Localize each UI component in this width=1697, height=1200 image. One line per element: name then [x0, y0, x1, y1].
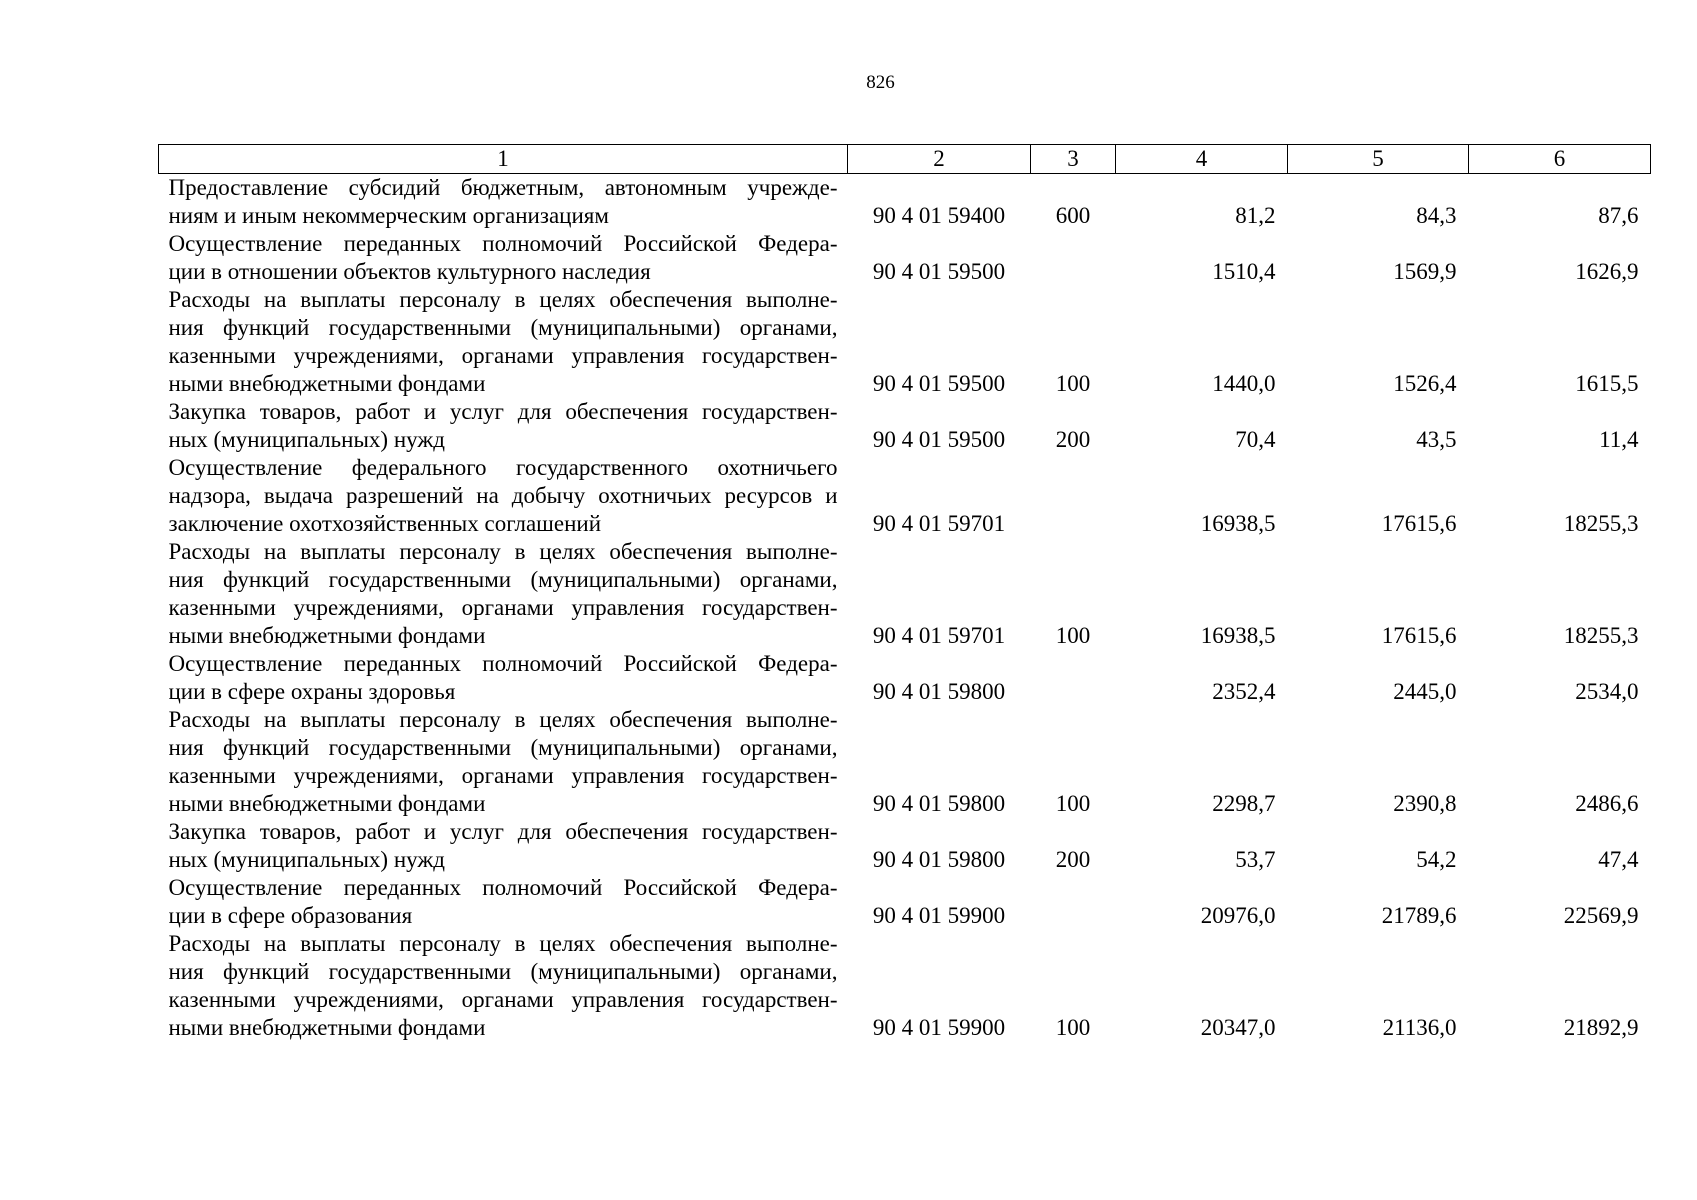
expense-type-code: 100: [1055, 371, 1091, 396]
value-column-6: 87,6: [1598, 203, 1639, 228]
expense-type-code: 600: [1055, 203, 1091, 228]
target-article-code: 90 4 01 59800: [872, 791, 1006, 816]
target-article-code: 90 4 01 59701: [872, 511, 1006, 536]
value-column-5: 17615,6: [1381, 511, 1457, 536]
value-column-4: 16938,5: [1200, 623, 1276, 648]
table-row: [159, 174, 1651, 231]
value-column-6: 11,4: [1599, 427, 1639, 452]
description-line: Закупка товаров, работ и услуг для обеспечения государствен-: [168, 819, 838, 844]
value-column-5: 84,3: [1416, 203, 1457, 228]
row-description: [159, 398, 848, 454]
description-line: ния функций государственными (муниципальными) органами,: [168, 315, 838, 340]
value-column-5: 17615,6: [1381, 623, 1457, 648]
value-column-5: 54,2: [1416, 847, 1457, 872]
value-column-5: 21136,0: [1382, 1015, 1457, 1040]
value-column-5: 2390,8: [1393, 791, 1457, 816]
row-description: [159, 286, 848, 398]
description-line: Расходы на выплаты персоналу в целях обеспечения выполне-: [168, 707, 838, 732]
description-line: ными внебюджетными фондами: [168, 371, 486, 396]
table-row: [159, 286, 1651, 398]
target-article-code: 90 4 01 59500: [872, 371, 1006, 396]
value-column-6: 21892,9: [1563, 1015, 1639, 1040]
table-body: [159, 174, 1651, 1043]
description-line: казенными учреждениями, органами управления государствен-: [168, 343, 838, 368]
column-header-5: 5: [1288, 145, 1469, 174]
description-line: Осуществление переданных полномочий Российской Федера-: [168, 651, 838, 676]
row-description: [159, 874, 848, 930]
value-column-6: 1615,5: [1575, 371, 1639, 396]
expense-type-code: [1031, 454, 1116, 538]
target-article-code: 90 4 01 59500: [872, 427, 1006, 452]
description-line: Осуществление переданных полномочий Российской Федера-: [168, 231, 838, 256]
expense-type-code: [1031, 230, 1116, 286]
value-column-5: 21789,6: [1381, 903, 1457, 928]
target-article-code: 90 4 01 59900: [872, 1015, 1006, 1040]
column-header-4: 4: [1116, 145, 1288, 174]
value-column-4: 2352,4: [1212, 679, 1276, 704]
description-line: Закупка товаров, работ и услуг для обеспечения государствен-: [168, 399, 838, 424]
description-line: казенными учреждениями, органами управления государствен-: [168, 763, 838, 788]
description-line: Осуществление федерального государственного охотничьего: [168, 455, 838, 480]
row-description: [159, 706, 848, 818]
value-column-4: 81,2: [1235, 203, 1276, 228]
table-row: [159, 706, 1651, 818]
description-line: казенными учреждениями, органами управления государствен-: [168, 987, 838, 1012]
budget-table: [158, 144, 1651, 1042]
row-description: [159, 174, 848, 231]
row-description: [159, 930, 848, 1042]
table-header: [159, 145, 1651, 174]
value-column-4: 1510,4: [1212, 259, 1276, 284]
expense-type-code: 200: [1055, 847, 1091, 872]
value-column-4: 70,4: [1235, 427, 1276, 452]
value-column-5: 1569,9: [1393, 259, 1457, 284]
value-column-5: 1526,4: [1393, 371, 1457, 396]
row-description: [159, 230, 848, 286]
value-column-6: 1626,9: [1575, 259, 1639, 284]
description-line: Расходы на выплаты персоналу в целях обеспечения выполне-: [168, 287, 838, 312]
table-row: [159, 874, 1651, 930]
value-column-6: 18255,3: [1563, 511, 1639, 536]
table-row: [159, 930, 1651, 1042]
value-column-6: 2486,6: [1575, 791, 1639, 816]
description-line: ными внебюджетными фондами: [168, 791, 486, 816]
description-line: ными внебюджетными фондами: [168, 1015, 486, 1040]
expense-type-code: 100: [1055, 1015, 1091, 1040]
value-column-4: 53,7: [1235, 847, 1276, 872]
description-line: ния функций государственными (муниципальными) органами,: [168, 735, 838, 760]
column-header-2: 2: [848, 145, 1031, 174]
row-description: [159, 538, 848, 650]
expense-type-code: [1031, 874, 1116, 930]
description-line: Расходы на выплаты персоналу в целях обеспечения выполне-: [168, 539, 838, 564]
value-column-6: 18255,3: [1563, 623, 1639, 648]
description-line: ных (муниципальных) нужд: [168, 847, 445, 872]
row-description: [159, 818, 848, 874]
description-line: ными внебюджетными фондами: [168, 623, 486, 648]
value-column-6: 47,4: [1598, 847, 1639, 872]
value-column-4: 1440,0: [1212, 371, 1276, 396]
target-article-code: 90 4 01 59701: [872, 623, 1006, 648]
table-row: [159, 650, 1651, 706]
description-line: надзора, выдача разрешений на добычу охотничьих ресурсов и: [168, 483, 838, 508]
description-line: Расходы на выплаты персоналу в целях обеспечения выполне-: [168, 931, 838, 956]
table-row: [159, 398, 1651, 454]
value-column-4: 2298,7: [1212, 791, 1276, 816]
expense-type-code: 100: [1055, 623, 1091, 648]
description-line: ния функций государственными (муниципальными) органами,: [168, 567, 838, 592]
target-article-code: 90 4 01 59500: [872, 259, 1006, 284]
table-row: [159, 454, 1651, 538]
description-line: ния функций государственными (муниципальными) органами,: [168, 959, 838, 984]
description-line: казенными учреждениями, органами управления государствен-: [168, 595, 838, 620]
description-line: Предоставление субсидий бюджетным, автономным учрежде-: [168, 175, 838, 200]
expense-type-code: 200: [1055, 427, 1091, 452]
description-line: ных (муниципальных) нужд: [168, 427, 445, 452]
value-column-5: 2445,0: [1393, 679, 1457, 704]
table-row: [159, 538, 1651, 650]
value-column-6: 22569,9: [1563, 903, 1639, 928]
value-column-5: 43,5: [1416, 427, 1457, 452]
target-article-code: 90 4 01 59800: [872, 847, 1006, 872]
column-header-3: 3: [1031, 145, 1116, 174]
column-header-6: 6: [1469, 145, 1651, 174]
expense-type-code: 100: [1055, 791, 1091, 816]
header-row: [159, 145, 1651, 174]
description-line: ниям и иным некоммерческим организациям: [168, 203, 609, 228]
description-line: ции в отношении объектов культурного наследия: [168, 259, 651, 284]
value-column-4: 16938,5: [1200, 511, 1276, 536]
page-number: 826: [866, 72, 895, 93]
description-line: ции в сфере охраны здоровья: [168, 679, 456, 704]
row-description: [159, 454, 848, 538]
expense-type-code: [1031, 650, 1116, 706]
target-article-code: 90 4 01 59400: [872, 203, 1006, 228]
description-line: Осуществление переданных полномочий Российской Федера-: [168, 875, 838, 900]
value-column-4: 20976,0: [1200, 903, 1276, 928]
table-row: [159, 230, 1651, 286]
value-column-6: 2534,0: [1575, 679, 1639, 704]
description-line: заключение охотхозяйственных соглашений: [168, 511, 602, 536]
target-article-code: 90 4 01 59800: [872, 679, 1006, 704]
description-line: ции в сфере образования: [168, 903, 413, 928]
value-column-4: 20347,0: [1200, 1015, 1276, 1040]
column-header-1: 1: [159, 145, 848, 174]
target-article-code: 90 4 01 59900: [872, 903, 1006, 928]
table-row: [159, 818, 1651, 874]
row-description: [159, 650, 848, 706]
